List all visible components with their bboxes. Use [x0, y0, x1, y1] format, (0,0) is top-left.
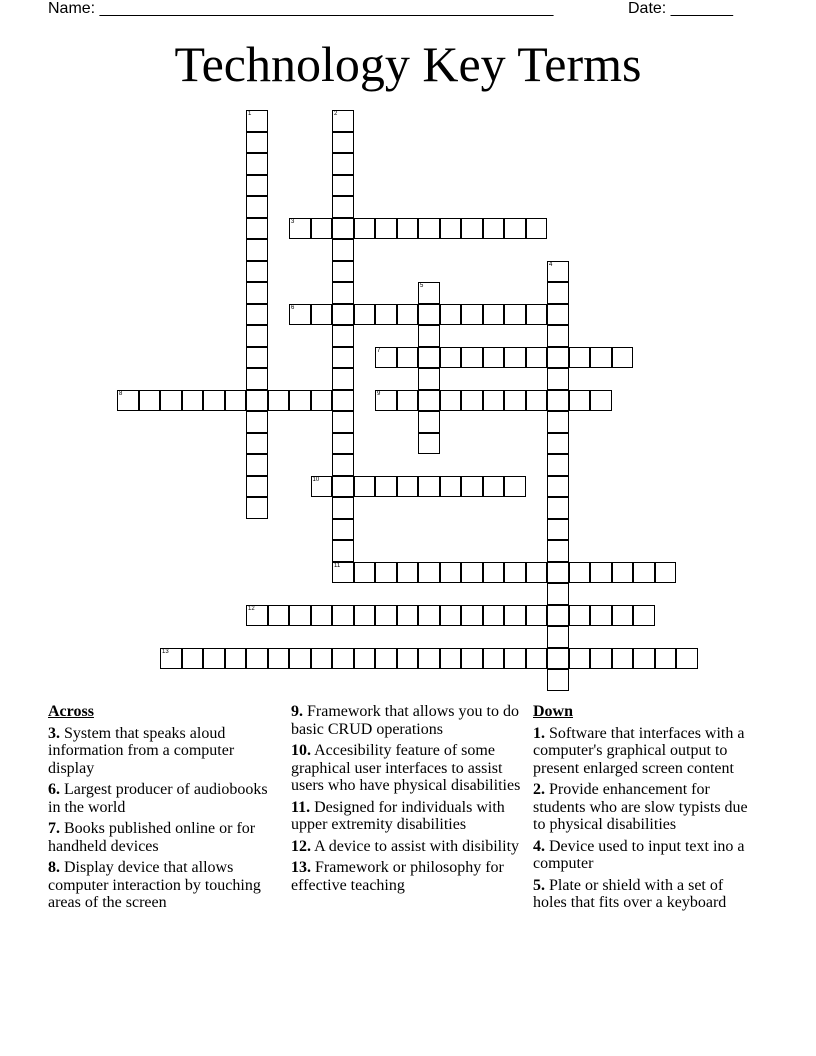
crossword-cell[interactable] — [418, 648, 440, 670]
clue-number: 10. — [291, 742, 311, 759]
crossword-cell[interactable] — [569, 648, 591, 670]
crossword-cell[interactable] — [504, 347, 526, 369]
crossword-cell[interactable] — [311, 218, 333, 240]
crossword-cell[interactable] — [397, 304, 419, 326]
crossword-cell[interactable] — [246, 476, 268, 498]
crossword-cell[interactable] — [332, 476, 354, 498]
crossword-cell[interactable] — [526, 347, 548, 369]
crossword-cell[interactable] — [547, 454, 569, 476]
crossword-cell[interactable] — [483, 562, 505, 584]
clue-number: 5. — [533, 876, 545, 894]
crossword-cell[interactable] — [461, 605, 483, 627]
crossword-cell[interactable] — [547, 562, 569, 584]
crossword-cell[interactable] — [569, 562, 591, 584]
crossword-cell[interactable] — [139, 390, 161, 412]
page-title: Technology Key Terms — [174, 36, 642, 92]
crossword-cell[interactable] — [504, 648, 526, 670]
crossword-cell[interactable] — [268, 390, 290, 412]
crossword-cell[interactable] — [289, 648, 311, 670]
clue-number: 13. — [291, 859, 311, 876]
crossword-cell[interactable] — [332, 239, 354, 261]
crossword-cell[interactable] — [375, 304, 397, 326]
crossword-cell[interactable] — [461, 347, 483, 369]
cell-number: 7 — [377, 347, 381, 354]
crossword-cell[interactable] — [160, 648, 182, 670]
cell-number: 6 — [291, 304, 295, 311]
crossword-cell[interactable] — [418, 304, 440, 326]
clue-down-2 — [533, 781, 753, 834]
crossword-cell[interactable] — [483, 390, 505, 412]
crossword-cell[interactable] — [590, 648, 612, 670]
crossword-cell[interactable] — [311, 304, 333, 326]
crossword-cell[interactable] — [375, 476, 397, 498]
crossword-cell[interactable] — [440, 347, 462, 369]
clues-across-column — [48, 703, 278, 916]
clue-across-13 — [291, 859, 523, 894]
crossword-cell[interactable] — [483, 476, 505, 498]
crossword-cell[interactable] — [332, 132, 354, 154]
crossword-cell[interactable] — [547, 648, 569, 670]
crossword-cell[interactable] — [332, 347, 354, 369]
clue-text: Books published online or for handheld devices — [48, 820, 256, 855]
crossword-cell[interactable] — [547, 390, 569, 412]
crossword-cell[interactable] — [332, 519, 354, 541]
crossword-cell[interactable] — [612, 605, 634, 627]
crossword-cell[interactable] — [268, 648, 290, 670]
clue-text: Display device that allows computer interaction by touching areas of the screen — [48, 859, 261, 911]
cell-number: 4 — [549, 261, 553, 268]
crossword-cell[interactable] — [397, 476, 419, 498]
crossword-cell[interactable] — [547, 669, 569, 691]
clue-number: 4. — [533, 837, 545, 855]
crossword-cell[interactable] — [332, 218, 354, 240]
crossword-cell[interactable] — [440, 304, 462, 326]
crossword-cell[interactable] — [504, 218, 526, 240]
cell-number: 10 — [312, 476, 320, 483]
clue-text: Designed for individuals with upper extremity disabilities — [291, 798, 505, 833]
crossword-cell[interactable] — [311, 648, 333, 670]
crossword-cell[interactable] — [246, 239, 268, 261]
crossword-cell[interactable] — [418, 368, 440, 390]
crossword-cell[interactable] — [547, 497, 569, 519]
cell-number: 12 — [248, 605, 255, 612]
clue-across-3 — [48, 725, 278, 778]
crossword-cell[interactable] — [246, 433, 268, 455]
clue-number: 7. — [48, 820, 60, 837]
crossword-cell[interactable] — [246, 132, 268, 154]
crossword-cell[interactable] — [332, 390, 354, 412]
crossword-cell[interactable] — [332, 648, 354, 670]
crossword-cell[interactable] — [569, 605, 591, 627]
crossword-cell[interactable] — [504, 476, 526, 498]
crossword-cell[interactable] — [547, 519, 569, 541]
clues-across-continued-column — [291, 703, 523, 898]
crossword-cell[interactable] — [246, 368, 268, 390]
cell-number: 13 — [162, 648, 169, 655]
crossword-cell[interactable] — [526, 605, 548, 627]
crossword-cell[interactable] — [397, 218, 419, 240]
crossword-cell[interactable] — [418, 433, 440, 455]
crossword-cell[interactable] — [375, 648, 397, 670]
crossword-cell[interactable] — [547, 540, 569, 562]
crossword-cell[interactable] — [590, 347, 612, 369]
crossword-cell[interactable] — [246, 261, 268, 283]
crossword-cell[interactable] — [483, 347, 505, 369]
crossword-cell[interactable] — [332, 175, 354, 197]
crossword-cell[interactable] — [332, 110, 354, 132]
clue-down-4 — [533, 838, 753, 873]
crossword-cell[interactable] — [418, 390, 440, 412]
crossword-cell[interactable] — [440, 390, 462, 412]
crossword-cell[interactable] — [354, 304, 376, 326]
crossword-cell[interactable] — [504, 390, 526, 412]
clue-text: System that speaks aloud information from a computer display — [48, 724, 235, 777]
cell-number: 8 — [119, 390, 123, 397]
crossword-cell[interactable] — [526, 562, 548, 584]
crossword-cell[interactable] — [483, 605, 505, 627]
crossword-cell[interactable] — [590, 605, 612, 627]
cell-number: 11 — [334, 562, 341, 569]
date-field[interactable]: Date: _______ — [628, 0, 733, 17]
crossword-cell[interactable] — [182, 390, 204, 412]
crossword-cell[interactable] — [246, 196, 268, 218]
crossword-cell[interactable] — [440, 218, 462, 240]
crossword-cell[interactable] — [246, 454, 268, 476]
crossword-cell[interactable] — [418, 476, 440, 498]
crossword-cell[interactable] — [246, 325, 268, 347]
crossword-cell[interactable] — [332, 454, 354, 476]
crossword-cell[interactable] — [461, 218, 483, 240]
crossword-cell[interactable] — [332, 605, 354, 627]
clue-text: Software that interfaces with a computer's graphical output to present enlarged screen content — [533, 724, 745, 777]
crossword-cell[interactable] — [332, 411, 354, 433]
crossword-cell[interactable] — [332, 433, 354, 455]
clue-across-10 — [291, 742, 523, 795]
crossword-cell[interactable] — [547, 605, 569, 627]
crossword-cell[interactable] — [397, 390, 419, 412]
crossword-cell[interactable] — [397, 648, 419, 670]
crossword-cell[interactable] — [375, 605, 397, 627]
crossword-cell[interactable] — [354, 562, 376, 584]
crossword-cell[interactable] — [418, 218, 440, 240]
crossword-cell[interactable] — [440, 648, 462, 670]
clue-number: 6. — [48, 781, 60, 798]
crossword-cell[interactable] — [418, 282, 440, 304]
crossword-cell[interactable] — [246, 390, 268, 412]
crossword-cell[interactable] — [547, 368, 569, 390]
crossword-cell[interactable] — [483, 218, 505, 240]
clue-text: Accesibility feature of some graphical user interfaces to assist users who have physical disabilities — [291, 742, 521, 794]
clue-across-12 — [291, 838, 523, 856]
clue-text: Device used to input text ino a computer — [533, 837, 745, 872]
crossword-cell[interactable] — [547, 626, 569, 648]
crossword-cell[interactable] — [655, 562, 677, 584]
crossword-cell[interactable] — [612, 648, 634, 670]
crossword-cell[interactable] — [246, 497, 268, 519]
clue-number: 12. — [291, 837, 311, 855]
crossword-cell[interactable] — [483, 648, 505, 670]
clue-across-8 — [48, 859, 278, 912]
crossword-cell[interactable] — [246, 153, 268, 175]
crossword-cell[interactable] — [268, 605, 290, 627]
crossword-cell[interactable] — [418, 562, 440, 584]
crossword-cell[interactable] — [117, 390, 139, 412]
crossword-cell[interactable] — [612, 347, 634, 369]
clues-down-column — [533, 703, 753, 916]
clue-text: Largest producer of audiobooks in the world — [48, 781, 268, 816]
name-field[interactable]: Name: ___________________________________________________ — [48, 0, 554, 17]
clue-across-6 — [48, 781, 278, 816]
crossword-cell[interactable] — [612, 562, 634, 584]
crossword-cell[interactable] — [397, 347, 419, 369]
crossword-cell[interactable] — [397, 562, 419, 584]
crossword-cell[interactable] — [461, 476, 483, 498]
crossword-cell[interactable] — [160, 390, 182, 412]
crossword-cell[interactable] — [461, 390, 483, 412]
crossword-cell[interactable] — [397, 605, 419, 627]
crossword-cell[interactable] — [182, 648, 204, 670]
crossword-cell[interactable] — [246, 648, 268, 670]
crossword-cell[interactable] — [246, 110, 268, 132]
crossword-cell[interactable] — [332, 562, 354, 584]
clue-text: Framework or philosophy for effective teaching — [291, 859, 504, 894]
crossword-cell[interactable] — [526, 648, 548, 670]
crossword-cell[interactable] — [633, 562, 655, 584]
crossword-cell[interactable] — [332, 304, 354, 326]
cell-number: 9 — [377, 390, 381, 397]
cell-number: 3 — [291, 218, 295, 225]
crossword-cell[interactable] — [375, 218, 397, 240]
crossword-cell[interactable] — [504, 562, 526, 584]
crossword-cell[interactable] — [203, 390, 225, 412]
crossword-cell[interactable] — [526, 218, 548, 240]
crossword-cell[interactable] — [332, 325, 354, 347]
crossword-cell[interactable] — [418, 347, 440, 369]
crossword-cell[interactable] — [225, 648, 247, 670]
crossword-cell[interactable] — [354, 605, 376, 627]
crossword-cell[interactable] — [289, 605, 311, 627]
clue-number: 8. — [48, 859, 60, 876]
crossword-cell[interactable] — [246, 175, 268, 197]
clue-text: Plate or shield with a set of holes that fits over a keyboard — [533, 876, 727, 911]
clue-down-5 — [533, 877, 753, 912]
crossword-cell[interactable] — [375, 562, 397, 584]
crossword-cell[interactable] — [203, 648, 225, 670]
crossword-cell[interactable] — [633, 648, 655, 670]
down-heading: Down — [533, 703, 574, 720]
clue-number: 1. — [533, 724, 545, 742]
crossword-cell[interactable] — [633, 605, 655, 627]
cell-number: 5 — [420, 283, 424, 289]
crossword-cell[interactable] — [569, 347, 591, 369]
crossword-cell[interactable] — [225, 390, 247, 412]
crossword-cell[interactable] — [354, 218, 376, 240]
crossword-cell[interactable] — [590, 562, 612, 584]
clue-number: 11. — [291, 798, 311, 816]
crossword-cell[interactable] — [526, 390, 548, 412]
crossword-cell[interactable] — [332, 540, 354, 562]
crossword-cell[interactable] — [676, 648, 698, 670]
crossword-cell[interactable] — [246, 218, 268, 240]
crossword-cell[interactable] — [418, 605, 440, 627]
crossword-cell[interactable] — [332, 196, 354, 218]
crossword-cell[interactable] — [547, 583, 569, 605]
cell-number: 1 — [248, 111, 252, 117]
crossword-cell[interactable] — [483, 304, 505, 326]
clue-number: 2. — [533, 781, 545, 798]
crossword-cell[interactable] — [289, 304, 311, 326]
crossword-cell[interactable] — [547, 304, 569, 326]
crossword-cell[interactable] — [246, 411, 268, 433]
crossword-cell[interactable] — [418, 411, 440, 433]
clue-across-9 — [291, 703, 523, 738]
clue-across-11 — [291, 799, 523, 834]
crossword-cell[interactable] — [311, 476, 333, 498]
crossword-cell[interactable] — [332, 261, 354, 283]
clue-text: Framework that allows you to do basic CRUD operations — [291, 703, 519, 738]
crossword-cell[interactable] — [569, 390, 591, 412]
crossword-cell[interactable] — [332, 497, 354, 519]
crossword-cell[interactable] — [246, 282, 268, 304]
clue-text: A device to assist with disibility — [314, 837, 520, 855]
crossword-cell[interactable] — [547, 282, 569, 304]
clue-text: Provide enhancement for students who are slow typists due to physical disabilities — [533, 781, 748, 833]
clue-number: 3. — [48, 724, 60, 742]
crossword-cell[interactable] — [246, 347, 268, 369]
crossword-cell[interactable] — [461, 648, 483, 670]
crossword-cell[interactable] — [332, 153, 354, 175]
crossword-cell[interactable] — [526, 304, 548, 326]
crossword-cell[interactable] — [289, 218, 311, 240]
crossword-cell[interactable] — [547, 325, 569, 347]
clue-across-7 — [48, 820, 278, 855]
crossword-cell[interactable] — [655, 648, 677, 670]
crossword-cell[interactable] — [289, 390, 311, 412]
crossword-cell[interactable] — [461, 304, 483, 326]
crossword-cell[interactable] — [547, 476, 569, 498]
crossword-cell[interactable] — [354, 476, 376, 498]
clue-number: 9. — [291, 703, 303, 720]
crossword-cell[interactable] — [547, 411, 569, 433]
crossword-cell[interactable] — [440, 562, 462, 584]
crossword-cell[interactable] — [354, 648, 376, 670]
across-heading: Across — [48, 703, 94, 720]
clue-down-1 — [533, 725, 753, 778]
crossword-cell[interactable] — [440, 476, 462, 498]
crossword-cell[interactable] — [547, 261, 569, 283]
crossword-cell[interactable] — [332, 282, 354, 304]
crossword-cell[interactable] — [375, 390, 397, 412]
crossword-cell[interactable] — [547, 347, 569, 369]
crossword-cell[interactable] — [311, 390, 333, 412]
crossword-cell[interactable] — [311, 605, 333, 627]
cell-number: 2 — [334, 111, 338, 117]
crossword-cell[interactable] — [440, 605, 462, 627]
crossword-cell[interactable] — [590, 390, 612, 412]
crossword-cell[interactable] — [246, 605, 268, 627]
crossword-cell[interactable] — [246, 304, 268, 326]
crossword-cell[interactable] — [375, 347, 397, 369]
crossword-cell[interactable] — [461, 562, 483, 584]
crossword-cell[interactable] — [332, 368, 354, 390]
crossword-cell[interactable] — [504, 304, 526, 326]
crossword-cell[interactable] — [547, 433, 569, 455]
crossword-cell[interactable] — [504, 605, 526, 627]
crossword-cell[interactable] — [418, 325, 440, 347]
